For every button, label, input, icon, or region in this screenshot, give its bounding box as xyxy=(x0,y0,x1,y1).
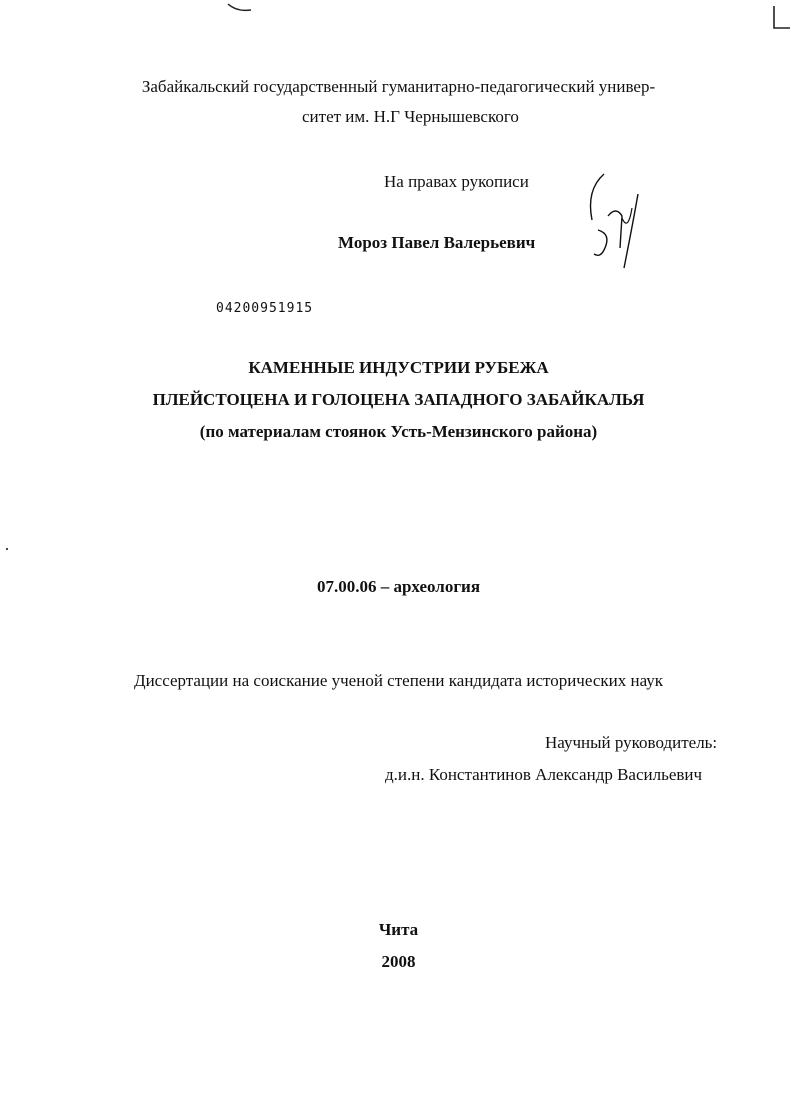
supervisor-label: Научный руководитель: xyxy=(545,733,718,752)
corner-bracket-mark xyxy=(770,4,794,32)
degree-statement: Диссертации на соискание ученой степени кандидата исторических наук xyxy=(133,671,664,690)
year: 2008 xyxy=(381,952,416,971)
catalog-number: 04200951915 xyxy=(216,301,314,316)
title-subtitle: (по материалам стоянок Усть-Мензинского района) xyxy=(199,422,598,441)
specialty: 07.00.06 – археология xyxy=(316,577,481,596)
scan-dot xyxy=(6,548,8,550)
title-line-2: ПЛЕЙСТОЦЕНА И ГОЛОЦЕНА ЗАПАДНОГО ЗАБАЙКАЛЬЯ xyxy=(152,390,645,409)
university-line-1: Забайкальский государственный гуманитарно-педагогический универ- xyxy=(141,77,656,96)
university-line-2: ситет им. Н.Г Чернышевского xyxy=(302,107,519,126)
author-name: Мороз Павел Валерьевич xyxy=(338,233,536,252)
manuscript-note: На правах рукописи xyxy=(384,172,529,191)
signature xyxy=(578,168,658,276)
city: Чита xyxy=(378,920,419,939)
supervisor-name: д.и.н. Константинов Александр Васильевич xyxy=(385,765,703,784)
title-line-1: КАМЕННЫЕ ИНДУСТРИИ РУБЕЖА xyxy=(248,358,549,377)
scan-mark-top xyxy=(225,0,255,16)
